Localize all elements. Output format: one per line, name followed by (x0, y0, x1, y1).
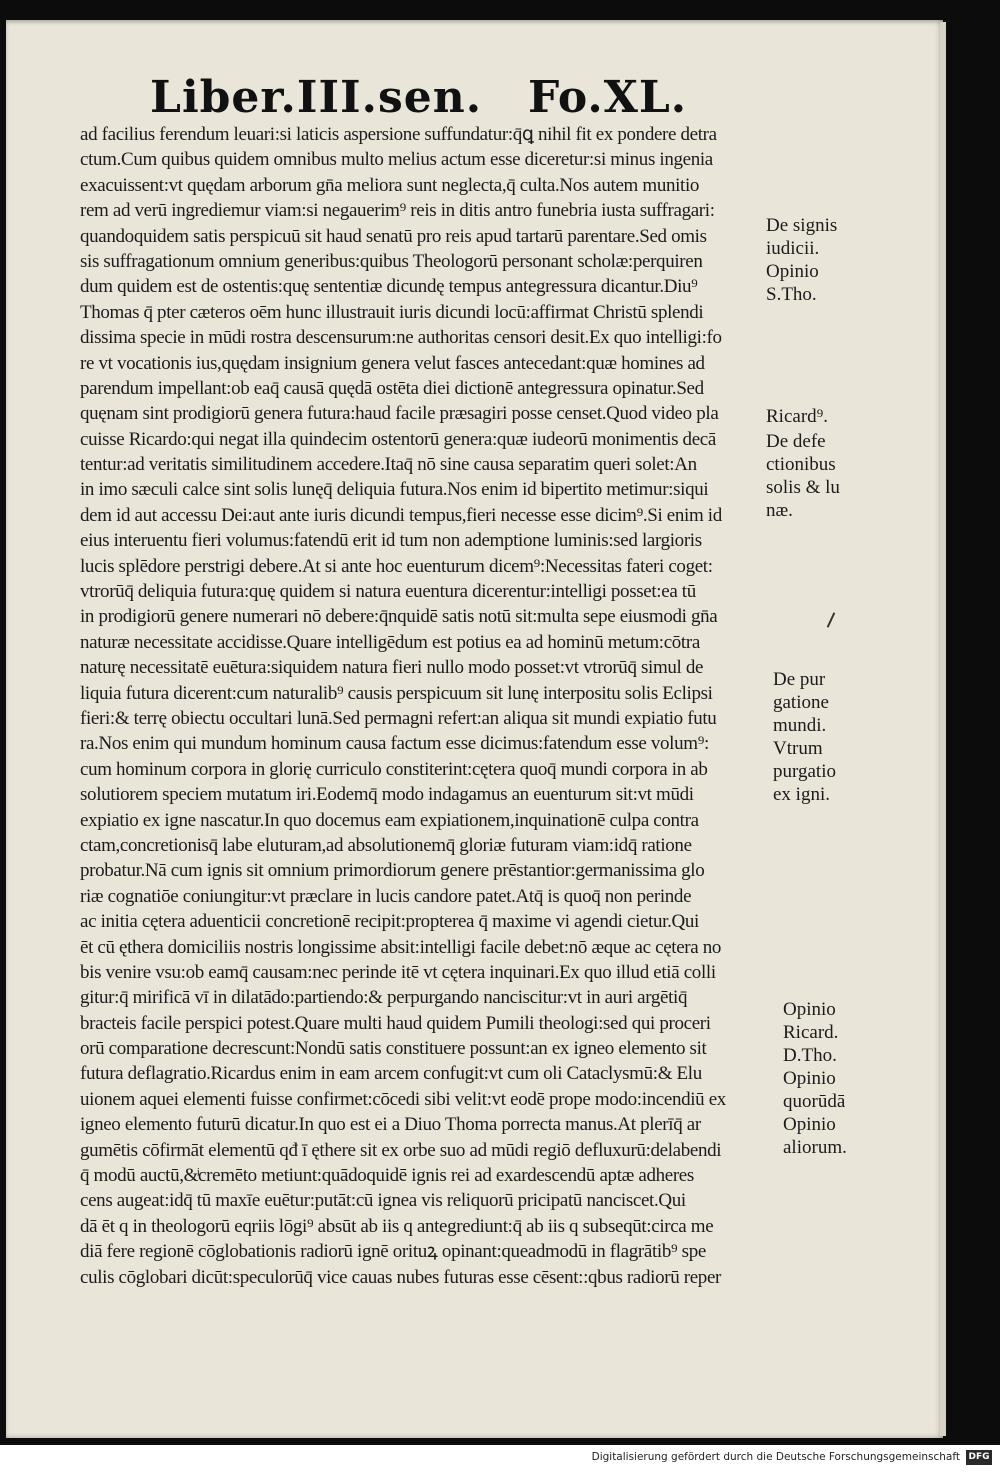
text-line: liquia futura dicerent:cum naturalib⁹ causis perspicuum sit lunę interpositu solis Eclipsi (80, 682, 713, 704)
body-text-column (80, 122, 770, 1290)
text-line: culis cōglobari dicūt:speculorūq̄ vice cauas nubes futuras esse cēsent::qbus radiorū reper (80, 1266, 722, 1288)
text-line: igneo elemento futurū dicatur.In quo est ei a Diuo Thoma porrecta manus.At plerīq̄ ar (80, 1114, 701, 1136)
margin-note-line: Ricard⁹. (766, 406, 829, 427)
text-line: ēt cū ęthera domiciliis nostris longissime absit:intelligi facile debet:nō æque ac cętera no (80, 936, 722, 958)
text-line: diā fere regionē cōglobationis radiorū ignē orituꝝ opinant:queadmodū in flagrātib⁹ spe (80, 1241, 706, 1263)
text-line: cum hominum corpora in glorię curriculo constiterint:cętera quoq̄ mundi corpora in ab (80, 758, 708, 780)
margin-note-line: Opinio (783, 1068, 836, 1089)
margin-note-line: purgatio (773, 761, 836, 782)
margin-note-line: D.Tho. (783, 1045, 837, 1066)
margin-note-ricard (766, 405, 828, 428)
text-line: q̄ modū auctū,&ͥcremēto metiunt:quādoquidē ignis rei ad exardescendū aptæ adheres (80, 1165, 694, 1187)
text-line: dem id aut accessu Dei:aut ante iuris dicundi tempus,fieri necesse esse dicim⁹.Si enim id (80, 504, 722, 526)
footer-credit: Digitalisierung gefördert durch die Deutsche Forschungsgemeinschaft (591, 1451, 960, 1463)
margin-note-signis (766, 214, 837, 306)
text-line: orū comparatione decrescunt:Nondū satis constituere possunt:an ex igneo elemento sit (80, 1038, 707, 1060)
text-line: quęnam sint prodigiorū genera futura:haud facile præsagiri posse censet.Quod video pla (80, 403, 719, 425)
text-line: ctum.Cum quibus quidem omnibus multo melius actum esse diceretur:si minus ingenia (80, 149, 713, 171)
margin-note-line: De defe (766, 431, 826, 452)
header-folio-number: Fo.XL. (528, 72, 688, 123)
text-line: dā ēt q in theologorū eqriis lōgi⁹ absūt ab iis q antegrediunt:q̄ ab iis q subseqūt:circa me (80, 1215, 714, 1237)
margin-note-line: iudicii. (766, 238, 820, 259)
text-line: ad facilius ferendum leuari:si laticis aspersione suffundatur:q̄ꝗ nihil fit ex pondere detra (80, 124, 717, 145)
margin-note-line: mundi. (773, 715, 827, 736)
text-line: ctam,concretionisq̄ labe eluturam,ad absolutionemq̄ gloriæ futuram viam:idq̄ ratione (80, 834, 692, 856)
text-line: eius interuentu fieri volumus:fatendū erit id tum non ademptione luminis:sed largioris (80, 530, 702, 552)
text-line: in prodigiorū genere numerari nō debere:q̄nquidē satis notū sit:multa sepe eiusmodi gn̄a (80, 606, 718, 628)
text-line: exacuissent:vt quędam arborum gn̄a meliora sunt neglecta,q̄ culta.Nos autem munitio (80, 174, 700, 196)
text-line: dum quidem est de ostentis:quę sententiæ dicundę tempus antegressura dicantur.Diu⁹ (80, 276, 698, 298)
text-line: naturæ necessitate accidisse.Quare intelligēdum est potius ea ad hominū metum:cōtra (80, 631, 700, 653)
page-edge (940, 22, 946, 1436)
text-line: naturę necessitatē euētura:siquidem natura fieri nullo modo posset:vt vtrorūq̄ simul de (80, 657, 704, 679)
text-line: solutiorem speciem mutatum iri.Eodemq̄ modo indagamus an euenturum sit:vt mūdi (80, 784, 694, 806)
text-line: ra.Nos enim qui mundum hominum causa factum esse dicimus:fatendum esse volum⁹: (80, 733, 709, 755)
margin-note-line: ctionibus (766, 454, 836, 475)
margin-note-purgatione (773, 668, 836, 806)
text-line: probatur.Nā cum ignis sit omnium primordiorum genere prēstantior:germanissima glo (80, 860, 705, 882)
margin-note-opiniones (783, 998, 847, 1159)
margin-note-line: quorūdā (783, 1091, 846, 1112)
margin-note-line: De signis (766, 215, 838, 236)
text-line: tentur:ad veritatis similitudinem accedere.Itaq̄ nō sine causa separatim queri solet:An (80, 454, 697, 476)
text-line: bracteis facile perspici potest.Quare multi haud quidem Pumili theologi:sed qui proceri (80, 1012, 711, 1034)
text-line: ac initia cętera aduenticii concretionē recipit:propterea q̄ maxime vi agendi cietur.Qui (80, 911, 699, 933)
text-line: quandoquidem satis perspicuū sit haud senatū pro reis apud tartarū parentare.Sed omis (80, 225, 707, 247)
text-line: lucis splēdore perstrigi debere.At si ante hoc euenturum dicem⁹:Necessitas fateri coget: (80, 555, 713, 577)
margin-note-line: Ricard. (783, 1022, 839, 1043)
margin-note-defectionibus (766, 430, 840, 522)
text-line: expiatio ex igne nascatur.In quo docemus eam expiationem,inquinationē culpa contra (80, 809, 699, 831)
margin-note-line: Opinio (783, 1114, 836, 1135)
text-line: re vt vocationis ius,quędam insignium genera velut fasces antecedant:quæ homines ad (80, 352, 705, 374)
footer-bar (0, 1445, 1000, 1473)
text-line: Thomas q̄ pter cæteros oēm hunc illustrauit iuris dicundi locū:affirmat Christū splendi (80, 301, 704, 323)
text-line: vtrorūq̄ deliquia futura:quę quidem si natura euentura dicerentur:intelligi posset:ea tū (80, 581, 696, 603)
text-line: rem ad verū ingrediemur viam:si negauerim⁹ reis in ditis antro funebria iusta suffragari: (80, 200, 715, 222)
text-line: gitur:q̄ mirificā vī in dilatādo:partiendo:& perpurgando nanciscitur:vt in auri argētiq̄ (80, 987, 688, 1009)
margin-note-line: Vtrum (773, 738, 823, 759)
margin-note-line: Opinio (766, 261, 819, 282)
text-line: in imo sæculi calce sint solis lunęq̄ deliquia futura.Nos enim id bipertito metimur:siqui (80, 479, 709, 501)
margin-note-line: ex igni. (773, 784, 830, 805)
margin-note-line: De pur (773, 669, 826, 690)
text-line: cens augeat:idq̄ tū maxīe euētur:putāt:cū ignea vis reliquorū pricipatū nanciscet.Qui (80, 1190, 686, 1212)
text-line: riæ cognatiōe coniungitur:vt præclare in lucis candore patet.Atq̄ is quoq̄ non perinde (80, 885, 692, 907)
text-line: cuisse Ricardo:qui negat illa quindecim ostentorū genera:quæ iudeorū monimentis decā (80, 428, 716, 450)
text-line: gumētis cōfirmāt elementū qđ ī ęthere sit ex orbe suo ad mūdi regiō defluxurū:delabendi (80, 1139, 722, 1161)
dfg-logo-icon: DFG (966, 1450, 992, 1465)
text-line: dissima specie in mūdi rostra descensurum:ne authoritas censori desit.Ex quo intelligi:fo (80, 327, 722, 349)
text-line: bis venire vsu:ob eamq̄ causam:nec perinde itē vt cętera inquinari.Ex quo illud etiā colli (80, 961, 716, 983)
margin-note-line: gatione (773, 692, 829, 713)
text-line: futura deflagratio.Ricardus enim in eam arcem confugit:vt cum oli Cataclysmū:& Elu (80, 1063, 702, 1085)
margin-note-line: S.Tho. (766, 284, 817, 305)
margin-note-line: aliorum. (783, 1137, 847, 1158)
text-line: uionem aquei elementi fuisse confirmet:cōcedi sibi velit:vt eodē prope modo:incendiū ex (80, 1088, 726, 1110)
margin-note-line: Opinio (783, 999, 836, 1020)
header-book-title: Liber.III.sen. (150, 72, 483, 123)
margin-note-line: solis & lu (766, 477, 840, 498)
text-line: sis suffragationum omnium generibus:quibus Theologorū personant scholæ:perquiren (80, 250, 703, 272)
text-line: fieri:& terrę obiectu occultari lunā.Sed permagni refert:an aliqua sit mundi expiatio futu (80, 707, 717, 729)
text-line: parendum impellant:ob eaq̄ causā quędā ostēta diei dictionē antegressura opinatur.Sed (80, 377, 704, 399)
margin-note-line: næ. (766, 500, 793, 521)
